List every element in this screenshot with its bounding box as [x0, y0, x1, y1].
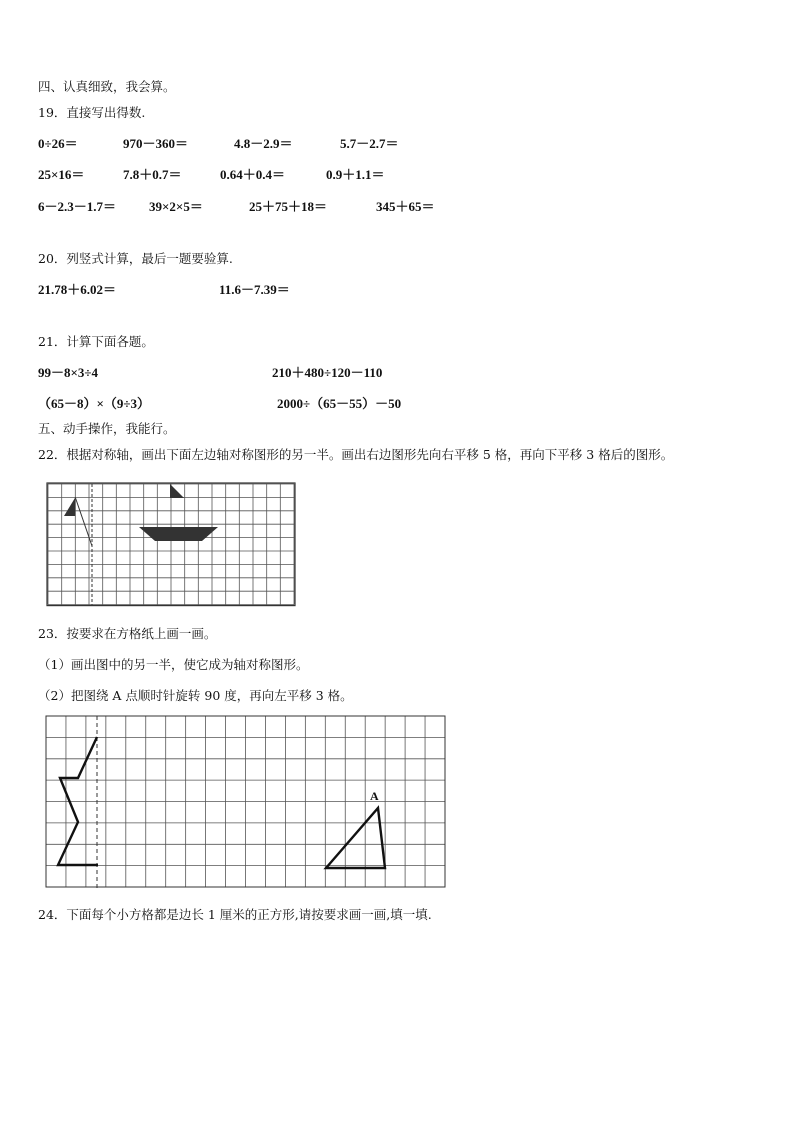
section-title-5: 五、动手操作，我能行。 — [38, 421, 176, 436]
q21-item: 99－8×3÷4 — [38, 365, 99, 380]
q20-item: 11.6－7.39＝ — [219, 282, 290, 297]
q19-item: 345＋65＝ — [376, 199, 435, 214]
q23-grid[interactable] — [40, 710, 450, 890]
q19-item: 25＋75＋18＝ — [249, 199, 328, 214]
q19-item: 25×16＝ — [38, 167, 85, 182]
q21-item: 210＋480÷120－110 — [272, 365, 383, 380]
q22-grid[interactable] — [42, 478, 302, 610]
q19-item: 0.9＋1.1＝ — [326, 167, 385, 182]
q19-item: 6－2.3－1.7＝ — [38, 199, 117, 214]
question-19-label: 19．直接写出得数. — [38, 105, 146, 120]
q23-sub2: （2）把图绕 A 点顺时针旋转 90 度，再向左平移 3 格。 — [38, 688, 353, 703]
q21-item: 2000÷（65－55）－50 — [277, 396, 402, 411]
question-23-label: 23．按要求在方格纸上画一画。 — [38, 626, 217, 641]
question-20-label: 20．列竖式计算，最后一题要验算. — [38, 251, 233, 266]
q19-item: 4.8－2.9＝ — [234, 136, 293, 151]
q20-item: 21.78＋6.02＝ — [38, 282, 117, 297]
q23-triangle — [326, 808, 385, 868]
point-a-label: A — [370, 789, 379, 803]
q19-item: 5.7－2.7＝ — [340, 136, 399, 151]
left-shape-edge — [75, 497, 92, 546]
sail-shape — [170, 484, 184, 498]
q23-sub1: （1）画出图中的另一半，使它成为轴对称图形。 — [38, 657, 309, 672]
question-22-label: 22．根据对称轴，画出下面左边轴对称图形的另一半。画出右边图形先向右平移 5 格，再向下平移 3 格后的图形。 — [38, 447, 674, 462]
question-21-label: 21．计算下面各题。 — [38, 334, 154, 349]
section-title-4: 四、认真细致，我会算。 — [38, 79, 176, 94]
left-half-flag-shape — [64, 497, 75, 516]
q21-item: （65－8）×（9÷3） — [38, 396, 151, 411]
q19-item: 0.64＋0.4＝ — [220, 167, 286, 182]
q19-item: 0÷26＝ — [38, 136, 78, 151]
q19-item: 7.8＋0.7＝ — [123, 167, 182, 182]
q19-item: 970－360＝ — [123, 136, 189, 151]
boat-hull-shape — [139, 527, 218, 541]
q19-item: 39×2×5＝ — [149, 199, 203, 214]
q23-half-figure — [58, 737, 98, 865]
question-24-label: 24．下面每个小方格都是边长 1 厘米的正方形,请按要求画一画,填一填. — [38, 907, 432, 922]
